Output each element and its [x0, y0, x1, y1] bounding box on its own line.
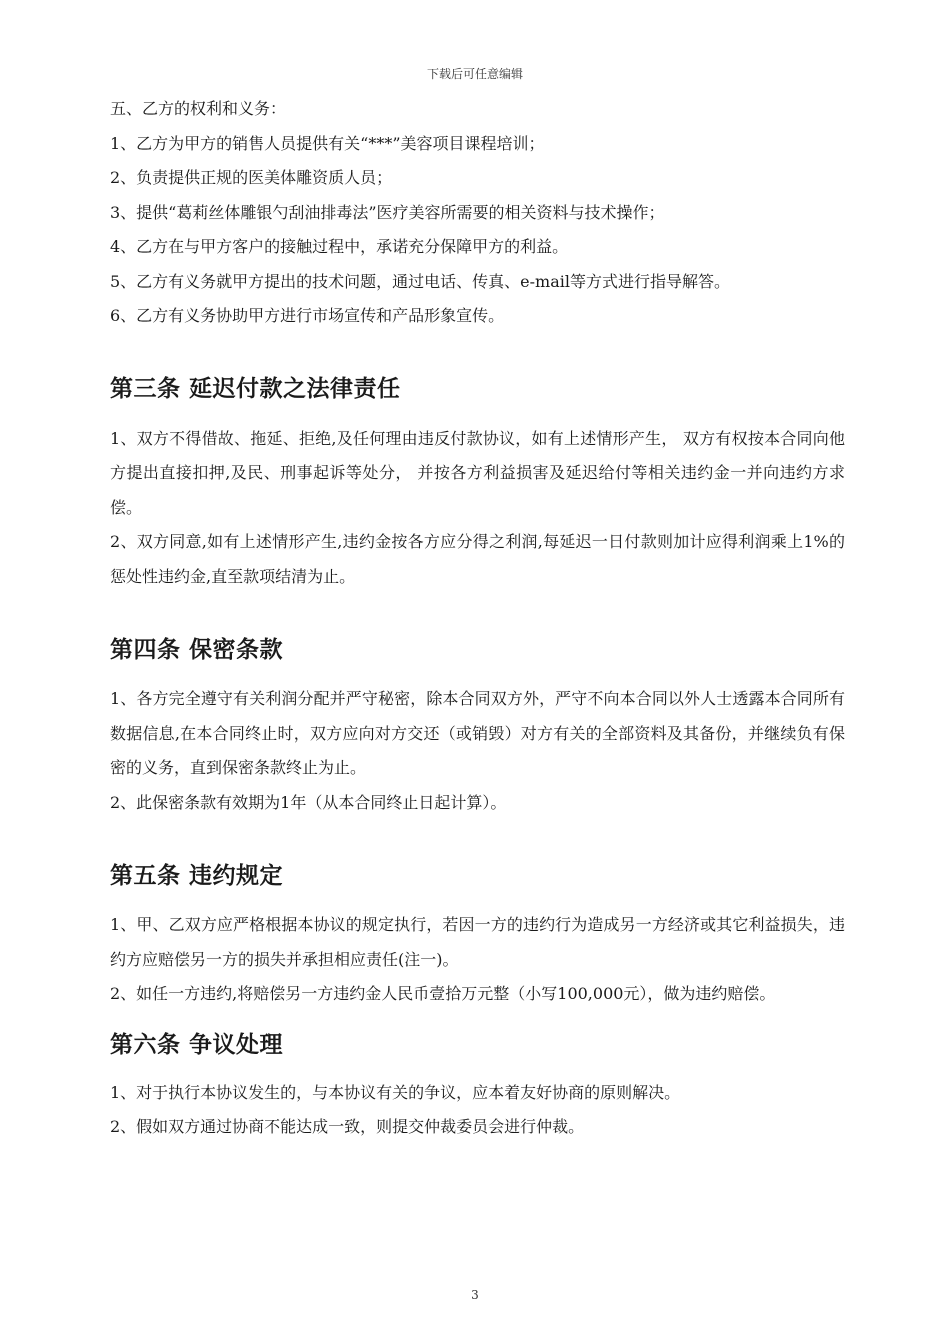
- section-title: 第五条 违约规定: [110, 863, 284, 889]
- list-item: 1、乙方为甲方的销售人员提供有关“***”美容项目课程培训；: [110, 133, 545, 153]
- page-number: 3: [471, 1288, 479, 1302]
- list-item: 2、负责提供正规的医美体雕资质人员；: [110, 168, 393, 187]
- section-dispute: [110, 1030, 845, 1145]
- list-item: 3、提供“葛莉丝体雕银勺刮油排毒法”医疗美容所需要的相关资料与技术操作；: [110, 202, 665, 222]
- subsection-heading: 五、乙方的权利和义务：: [110, 99, 287, 118]
- paragraph: 1、各方完全遵守有关利润分配并严守秘密，除本合同双方外，严守不向本合同以外人士透露本合同所有数据信息,在本合同终止时，双方应向对方交还（或销毁）对方有关的全部资料及其备份，并继续负有保密的义务，直到保密条款终止为止。: [110, 689, 845, 777]
- page-header-note: 下载后可任意编辑: [426, 67, 523, 81]
- section-rights-obligations: [110, 92, 845, 334]
- list-item: 6、乙方有义务协助甲方进行市场宣传和产品形象宣传。: [110, 306, 505, 325]
- section-breach: [110, 861, 845, 1012]
- list-item: 4、乙方在与甲方客户的接触过程中，承诺充分保障甲方的利益。: [110, 237, 569, 256]
- section-late-payment: [110, 374, 845, 595]
- paragraph: 2、如任一方违约,将赔偿另一方违约金人民币壹拾万元整（小写100,000元），做为违约赔偿。: [110, 984, 776, 1003]
- section-title: 第六条 争议处理: [110, 1031, 284, 1058]
- section-title: 第四条 保密条款: [110, 637, 284, 663]
- paragraph: 1、双方不得借故、拖延、拒绝,及任何理由违反付款协议，如有上述情形产生， 双方有权按本合同向他方提出直接扣押,及民、刑事起诉等处分， 并按各方利益损害及延迟给付等相关违约金一并向违约方求偿。: [110, 428, 845, 517]
- paragraph: 1、甲、乙双方应严格根据本协议的规定执行，若因一方的违约行为造成另一方经济或其它利益损失，违约方应赔偿另一方的损失并承担相应责任(注一)。: [110, 915, 845, 969]
- document-body: [110, 92, 845, 1145]
- section-title: 第三条 延迟付款之法律责任: [110, 375, 401, 402]
- paragraph: 2、双方同意,如有上述情形产生,违约金按各方应分得之利润,每延迟一日付款则加计应得利润乘上1%的惩处性违约金,直至款项结清为止。: [110, 532, 845, 586]
- section-confidentiality: [110, 635, 845, 820]
- paragraph: 2、此保密条款有效期为1年（从本合同终止日起计算）。: [110, 792, 507, 812]
- list-item: 5、乙方有义务就甲方提出的技术问题，通过电话、传真、e-mail等方式进行指导解答。: [110, 271, 731, 291]
- paragraph: 2、假如双方通过协商不能达成一致，则提交仲裁委员会进行仲裁。: [110, 1117, 585, 1136]
- paragraph: 1、对于执行本协议发生的，与本协议有关的争议，应本着友好协商的原则解决。: [110, 1082, 681, 1102]
